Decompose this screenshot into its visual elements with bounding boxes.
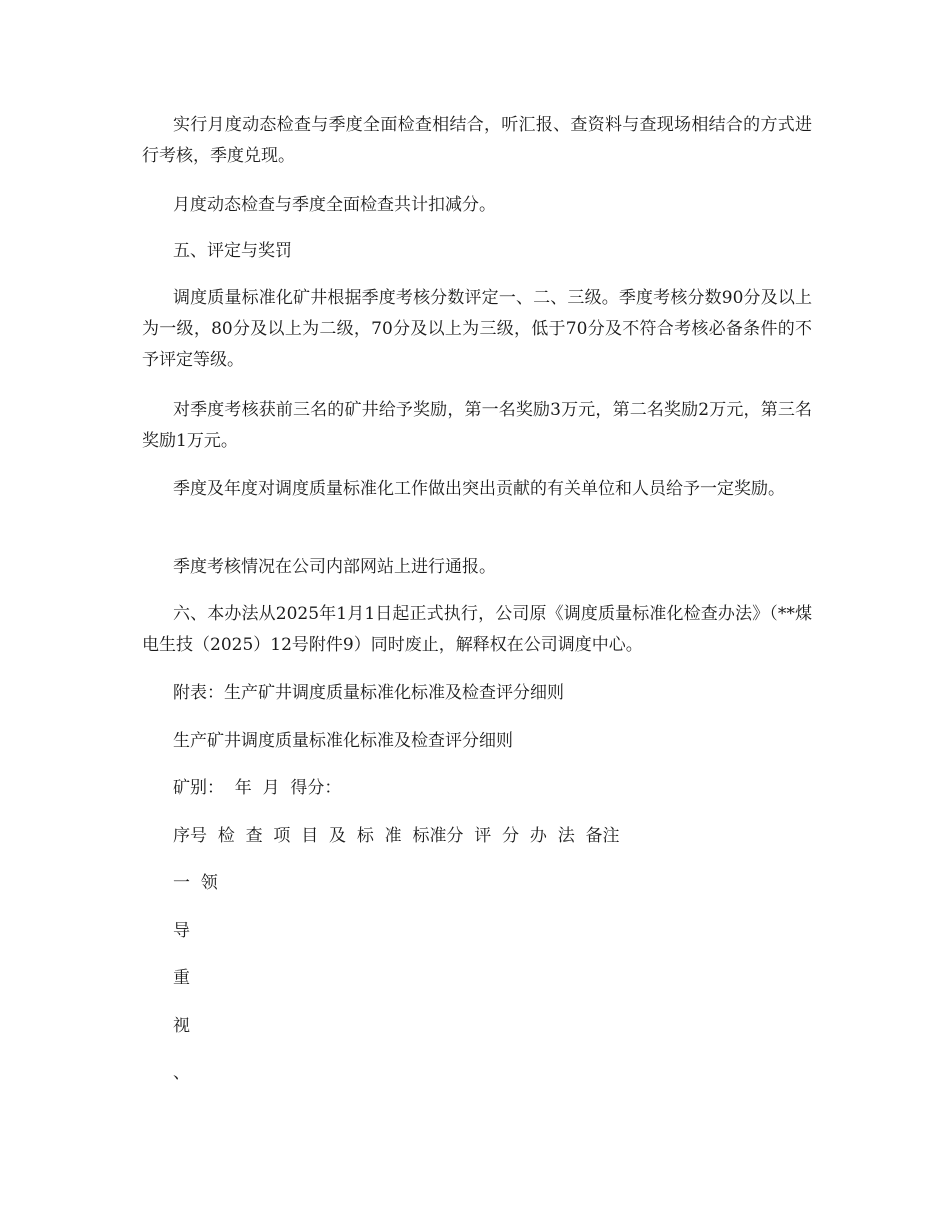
vertical-char: 重 bbox=[173, 968, 190, 988]
table-header: 序号 检 查 项 目 及 标 准 标准分 评 分 办 法 备注 bbox=[173, 826, 620, 846]
paragraph-notification: 季度考核情况在公司内部网站上进行通报。 bbox=[173, 557, 496, 577]
paragraph-rewards: 对季度考核获前三名的矿井给予奖励，第一名奖励3万元，第二名奖励2万元，第三名奖励1万元。 bbox=[142, 400, 812, 451]
paragraph-grading: 调度质量标准化矿井根据季度考核分数评定一、二、三级。季度考核分数90分及以上为一级，80分及以上为二级，70分及以上为三级，低于70分及不符合考核必备条件的不予评定等级。 bbox=[142, 288, 812, 370]
vertical-char: 视 bbox=[173, 1016, 190, 1036]
paragraph-appendix: 附表：生产矿井调度质量标准化标准及检查评分细则 bbox=[173, 683, 564, 703]
table-row-start: 一 领 bbox=[173, 873, 218, 893]
paragraph-deduction: 月度动态检查与季度全面检查共计扣减分。 bbox=[173, 195, 496, 215]
section-heading-evaluation: 五、评定与奖罚 bbox=[173, 241, 292, 261]
vertical-char: 导 bbox=[173, 921, 190, 941]
paragraph-assessment-method: 实行月度动态检查与季度全面检查相结合，听汇报、查资料与查现场相结合的方式进行考核，季度兑现。 bbox=[142, 115, 812, 166]
vertical-char: 、 bbox=[173, 1063, 190, 1083]
paragraph-effective-date: 六、本办法从2025年1月1日起正式执行，公司原《调度质量标准化检查办法》（**煤电生技（2025）12号附件9）同时废止，解释权在公司调度中心。 bbox=[142, 604, 812, 655]
paragraph-contribution: 季度及年度对调度质量标准化工作做出突出贡献的有关单位和人员给予一定奖励。 bbox=[173, 479, 785, 499]
form-line: 矿别： 年 月 得分： bbox=[173, 778, 342, 798]
table-title: 生产矿井调度质量标准化标准及检查评分细则 bbox=[173, 731, 513, 751]
